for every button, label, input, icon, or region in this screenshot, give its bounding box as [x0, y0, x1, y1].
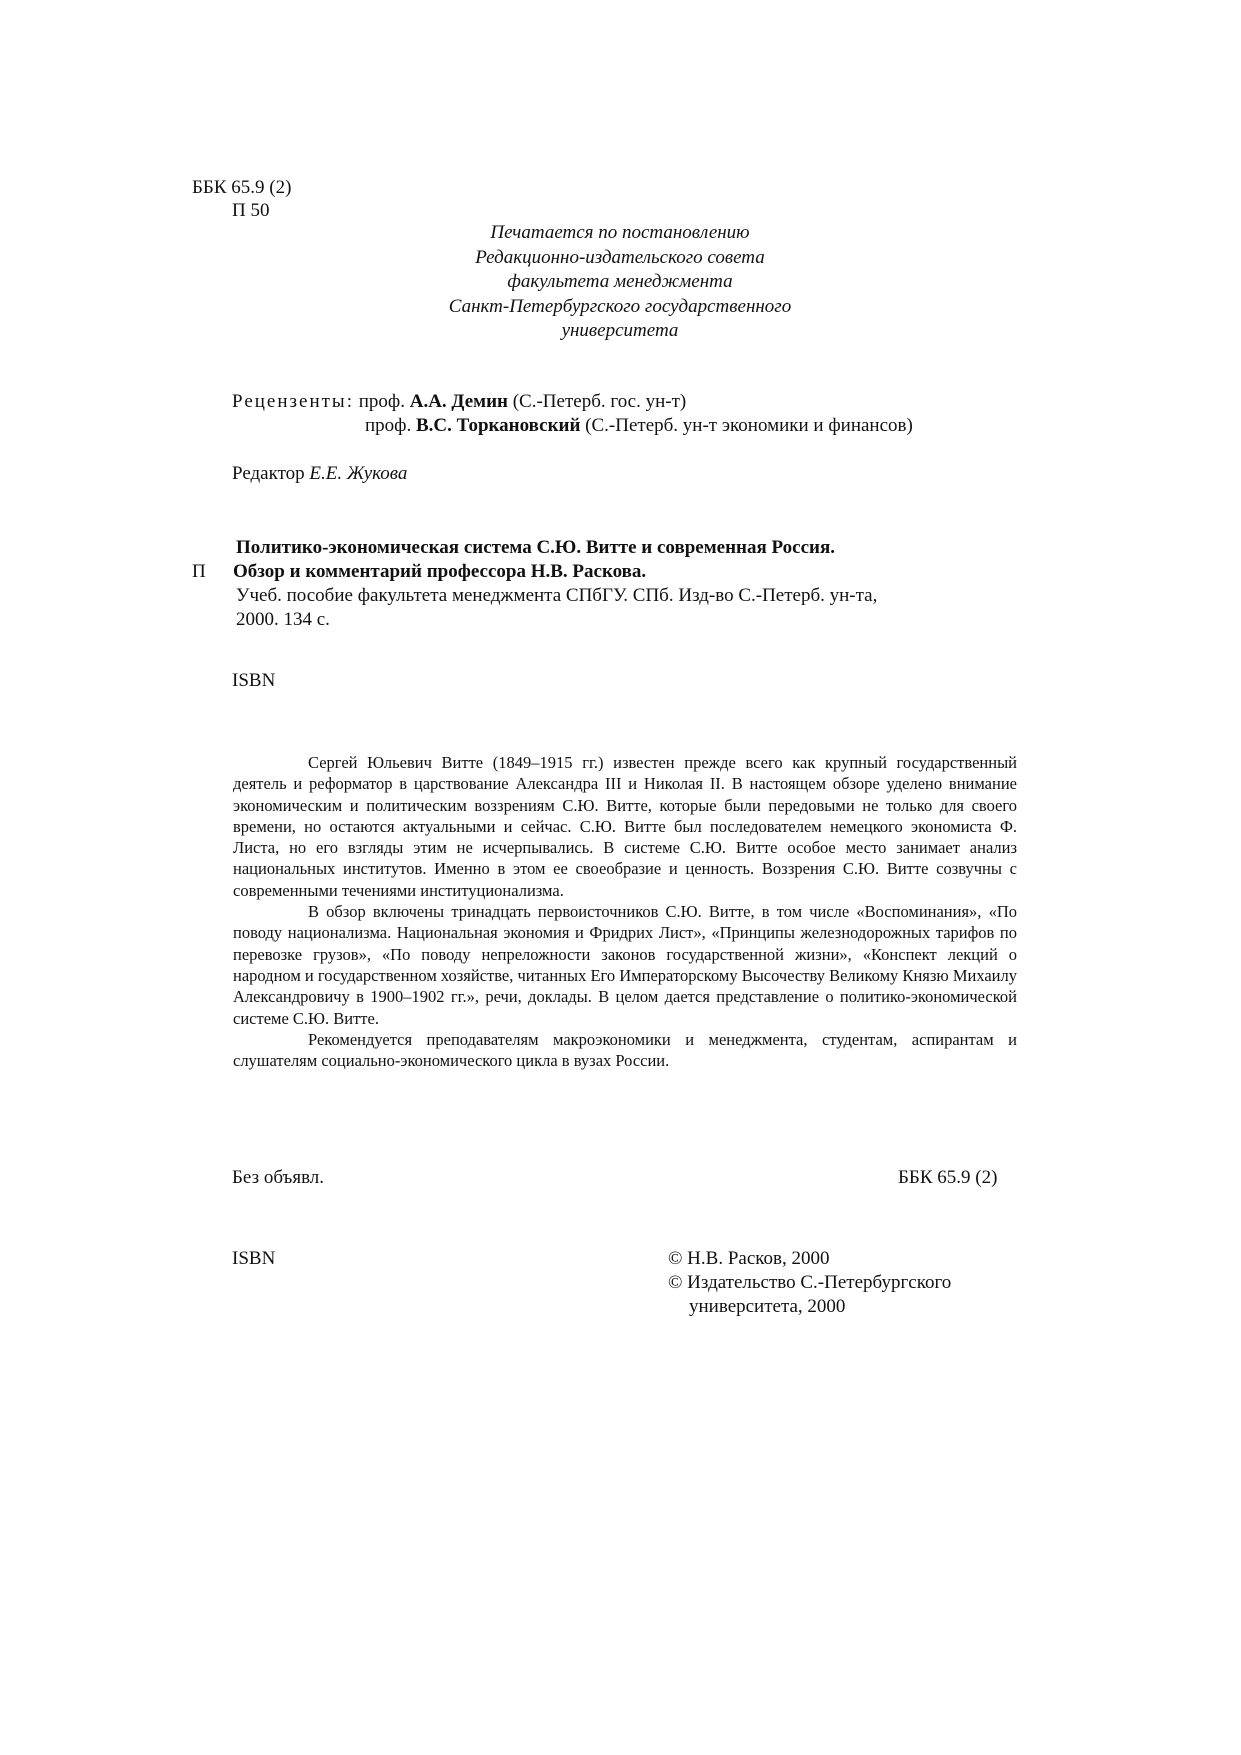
book-description-line-1: Учеб. пособие факультета менеджмента СПбГУ. СПб. Изд-во С.-Петерб. ун-та, [236, 585, 878, 606]
footer-isbn: ISBN [232, 1248, 276, 1269]
isbn-label: ISBN [232, 670, 276, 691]
reviewer-1-name: А.А. Демин [409, 391, 508, 412]
editor-line [232, 462, 407, 486]
reviewer-2-affiliation: (С.-Петерб. ун-т экономики и финансов) [585, 415, 913, 436]
reviewer-1-prefix: проф. [358, 391, 405, 412]
reviewers-line-2 [365, 414, 913, 438]
bib-letter: П [192, 561, 206, 582]
book-title-line-2: Обзор и комментарий профессора Н.В. Раскова. [233, 561, 647, 582]
abstract [233, 752, 1017, 1071]
imprint-line: университета [561, 320, 679, 341]
author-sign: П 50 [232, 200, 270, 221]
reviewer-2-prefix: проф. [365, 415, 412, 436]
abstract-paragraph: Сергей Юльевич Витте (1849–1915 гг.) известен прежде всего как крупный государственный деятель и реформатор в царствование Александра III и Николая II. В настоящем обзоре уделено внимание экономическим и политическим воззрениям С.Ю. Витте, которые были передовыми не только для своего времени, но остаются актуальными и сейчас. С.Ю. Витте был последователем немецкого экономиста Ф. Листа, но его взгляды этим не исчерпывались. В системе С.Ю. Витте особое место занимает анализ национальных институтов. Именно в этом ее своеобразие и ценность. Воззрения С.Ю. Витте созвучны с современными течениями институционализма. [233, 753, 1017, 900]
copyright-publisher-cont: университета, 2000 [689, 1296, 846, 1317]
abstract-paragraph: Рекомендуется преподавателям макроэкономики и менеджмента, студентам, аспирантам и слушателям социально-экономического цикла в вузах России. [233, 1029, 1017, 1071]
reviewers-label: Рецензенты: [232, 391, 354, 412]
abstract-paragraph: В обзор включены тринадцать первоисточников С.Ю. Витте, в том числе «Воспоминания», «По поводу национализма. Национальная экономия и Фридрих Лист», «Принципы железнодорожных тарифов по перевозке грузов», «По поводу непреложности законов государственной жизни», «Конспект лекций о народном и государственном хозяйстве, читанных Его Императорскому Высочеству Великому Князю Михаилу Александровичу в 1900–1902 гг.», речи, доклады. В целом дается представление о политико-экономической системе С.Ю. Витте. [233, 902, 1017, 1028]
editor-name: Е.Е. Жукова [309, 463, 408, 484]
book-description-line-2: 2000. 134 с. [236, 609, 330, 630]
book-title-line-1: Политико-экономическая система С.Ю. Витте и современная Россия. [236, 537, 835, 558]
no-ads-note: Без объявл. [232, 1167, 325, 1188]
footer-bbk: ББК 65.9 (2) [898, 1167, 998, 1188]
imprint-line: факультета менеджмента [507, 271, 733, 292]
copyright-publisher: © Издательство С.-Петербургского [668, 1272, 952, 1293]
imprint-line: Печатается по постановлению [490, 222, 750, 243]
bbk-code: ББК 65.9 (2) [192, 177, 292, 198]
editor-label: Редактор [232, 463, 305, 484]
reviewer-2-name: В.С. Торкановский [415, 415, 581, 436]
imprint-block [400, 221, 840, 344]
imprint-line: Редакционно-издательского совета [475, 246, 765, 268]
reviewer-1-affiliation: (С.-Петерб. гос. ун-т) [512, 391, 687, 412]
copyright-author: © Н.В. Расков, 2000 [668, 1248, 830, 1269]
reviewers-line-1 [232, 390, 686, 414]
imprint-line: Санкт-Петербургского государственного [448, 295, 792, 317]
